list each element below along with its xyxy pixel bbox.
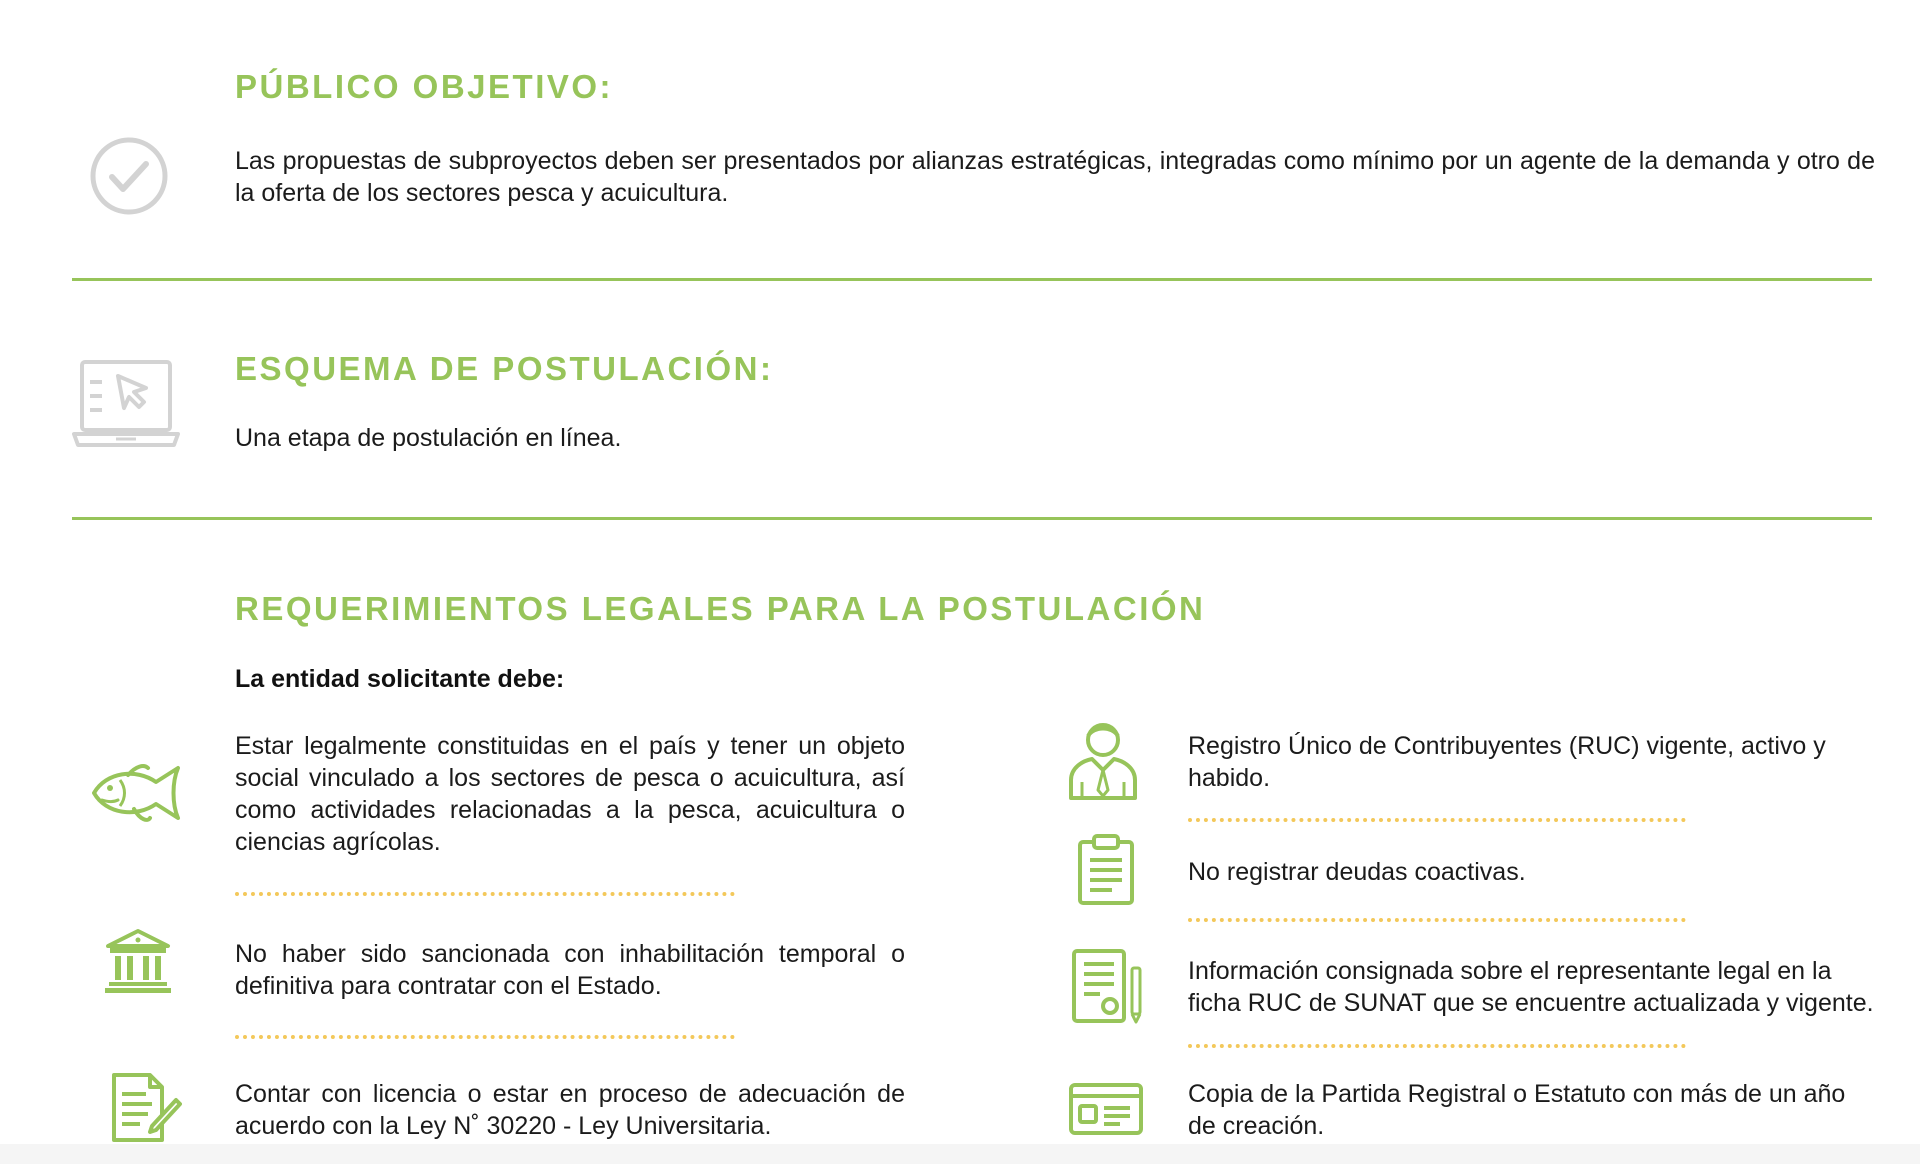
government-building-icon: [104, 928, 172, 994]
requirement-right-3-text: Información consignada sobre el representante legal en la ficha RUC de SUNAT que se encuentre actualizada y vigente.: [1188, 957, 1874, 1017]
fish-icon: [90, 760, 186, 826]
dotted-separator: [235, 1035, 735, 1039]
publico-objetivo-heading: PÚBLICO OBJETIVO:: [235, 68, 614, 105]
page-bottom-band: [0, 1144, 1920, 1164]
requerimientos-heading: REQUERIMIENTOS LEGALES PARA LA POSTULACIÓN: [235, 590, 1206, 627]
publico-objetivo-text: Las propuestas de subproyectos deben ser presentados por alianzas estratégicas, integradas como mínimo por un agente de la demanda y otro de la oferta de los sectores pesca y acuicultura.: [235, 147, 1875, 207]
section-divider: [72, 278, 1872, 281]
laptop-cursor-icon: [72, 360, 180, 448]
requirement-left-2-text: No haber sido sancionada con inhabilitación temporal o definitiva para contratar con el Estado.: [235, 940, 905, 1000]
esquema-postulacion-heading: ESQUEMA DE POSTULACIÓN:: [235, 350, 774, 387]
check-circle-icon: [88, 135, 170, 217]
dotted-separator: [1188, 818, 1686, 822]
section-divider: [72, 517, 1872, 520]
requirement-left-1-text: Estar legalmente constituidas en el país y tener un objeto social vinculado a los sectores de pesca o acuicultura, así como actividades relacionadas a la pesca, acuicultura o ciencias agrícolas.: [235, 732, 905, 856]
id-card-icon: [1068, 1082, 1144, 1136]
requirement-right-4-text: Copia de la Partida Registral o Estatuto con más de un año de creación.: [1188, 1080, 1846, 1140]
dotted-separator: [1188, 918, 1686, 922]
dotted-separator: [1188, 1044, 1686, 1048]
esquema-postulacion-text: Una etapa de postulación en línea.: [235, 424, 622, 452]
dotted-separator: [235, 892, 735, 896]
requerimientos-subtitle: La entidad solicitante debe:: [235, 665, 565, 693]
clipboard-icon: [1076, 832, 1136, 906]
certificate-pen-icon: [1070, 948, 1144, 1024]
document-edit-icon: [110, 1072, 182, 1144]
requirement-left-3-text: Contar con licencia o estar en proceso de adecuación de acuerdo con la Ley N˚ 30220 - Ley Universitaria.: [235, 1080, 905, 1140]
requirement-right-1-text: Registro Único de Contribuyentes (RUC) vigente, activo y habido.: [1188, 732, 1826, 792]
person-tie-icon: [1068, 718, 1138, 800]
requirement-right-2-text: No registrar deudas coactivas.: [1188, 858, 1526, 886]
